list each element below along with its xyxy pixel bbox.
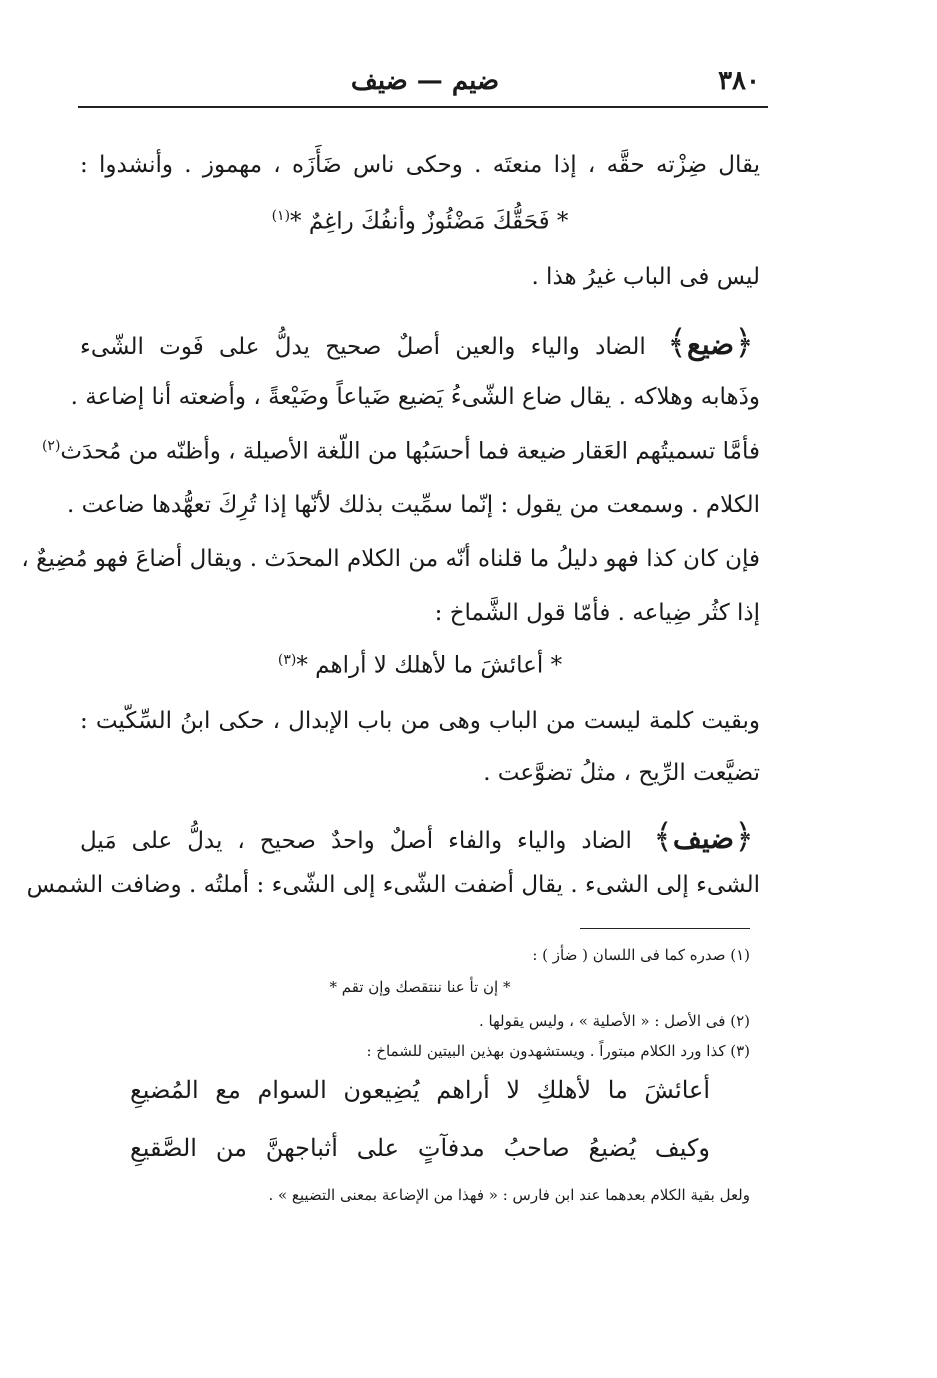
note-marker-3: (٣) bbox=[277, 652, 297, 668]
body-line-6: فأمَّا تسميتُهم العَقار ضيعة فما أحسَبُها من اللّغة الأصيلة ، وأظنّه من مُحدَث$^{(٢)}$ bbox=[41, 438, 760, 465]
entry-head-dayf: ﴿ضيف﴾ bbox=[652, 817, 755, 857]
entry-head-daya: ﴿ضيع﴾ bbox=[667, 323, 754, 363]
body-line-8: فإن كان كذا فهو دليلُ ما قلناه أنّه من الكلام المحدَث . ويقال أضاعَ فهو مُضِيعٌ ، bbox=[21, 546, 760, 572]
body-line-1: يقال ضِزْته حقَّه ، إذا منعتَه . وحكى ناس ضَأَزَه ، مهموز . وأنشدوا : bbox=[80, 152, 760, 178]
footnote-verse-1: أعائشَ ما لأهلكِ لا أراهم يُضِيعون السوام مع المُضيعِ bbox=[130, 1076, 710, 1104]
note-marker-1: (١) bbox=[271, 208, 291, 224]
body-line-9: إذا كثُر ضِياعه . فأمّا قول الشَّماخ : bbox=[434, 600, 760, 626]
footnote-verse-2: وكيف يُضيعُ صاحبُ مدفآتٍ على أثباجهنَّ من الصَّقيعِ bbox=[130, 1134, 710, 1162]
footnote-1-verse: * إن تأ عنا ننتقصك وإن تقم * bbox=[329, 978, 511, 996]
page-number: ٣٨٠ bbox=[718, 66, 760, 96]
body-line-12: تضيَّعت الرِّيح ، مثلُ تضوَّعت . bbox=[483, 760, 760, 786]
body-line-11: وبقيت كلمة ليست من الباب وهى من باب الإبدال ، حكى ابنُ السِّكّيت : bbox=[80, 708, 760, 734]
footnote-3-last: ولعل بقية الكلام بعدهما عند ابن فارس : « فهذا من الإضاعة بمعنى التضييع » . bbox=[268, 1186, 750, 1204]
verse-line-2: * أعائشَ ما لأهلك لا أراهم *$^{(٣)}$ bbox=[277, 652, 563, 679]
footnote-1: (١) صدره كما فى اللسان ( ضأز ) : bbox=[532, 946, 750, 964]
running-title: ضيم — ضيف bbox=[350, 66, 500, 96]
body-line-3: ليس فى الباب غيرُ هذا . bbox=[531, 264, 760, 290]
footnote-2: (٢) فى الأصل : « الأصلية » ، وليس يقولها . bbox=[479, 1012, 750, 1030]
footnote-rule bbox=[580, 928, 750, 929]
note-marker-2: (٢) bbox=[41, 438, 61, 454]
page-header bbox=[80, 62, 770, 106]
body-line-5: وذَهابه وهلاكه . يقال ضاع الشّىءُ يَضيع ضَياعاً وضَيْعةً ، وأضعته أنا إضاعة . bbox=[70, 384, 760, 410]
body-line-7: الكلام . وسمعت من يقول : إنّما سمِّيت بذلك لأنّها إذا تُرِكَ تعهُّدها ضاعت . bbox=[66, 492, 760, 518]
entry-line-daya: ﴿ضيع﴾ الضاد والياء والعين أصلٌ صحيح يدلُّ على فَوت الشّىء bbox=[80, 322, 760, 363]
footnote-3: (٣) كذا ورد الكلام مبتوراً . ويستشهدون بهذين البيتين للشماخ : bbox=[366, 1042, 750, 1060]
verse-line-1: * فَحَقُّكَ مَضْئُوزٌ وأنفُكَ راغِمٌ *$^{(١)}$ bbox=[271, 208, 569, 235]
entry-line-dayf: ﴿ضيف﴾ الضاد والياء والفاء أصلٌ واحدٌ صحيح ، يدلُّ على مَيل bbox=[80, 816, 760, 857]
header-rule bbox=[78, 106, 768, 108]
body-line-14: الشىء إلى الشىء . يقال أضفت الشّىء إلى الشّىء : أملتُه . وضافت الشمس bbox=[26, 872, 760, 898]
